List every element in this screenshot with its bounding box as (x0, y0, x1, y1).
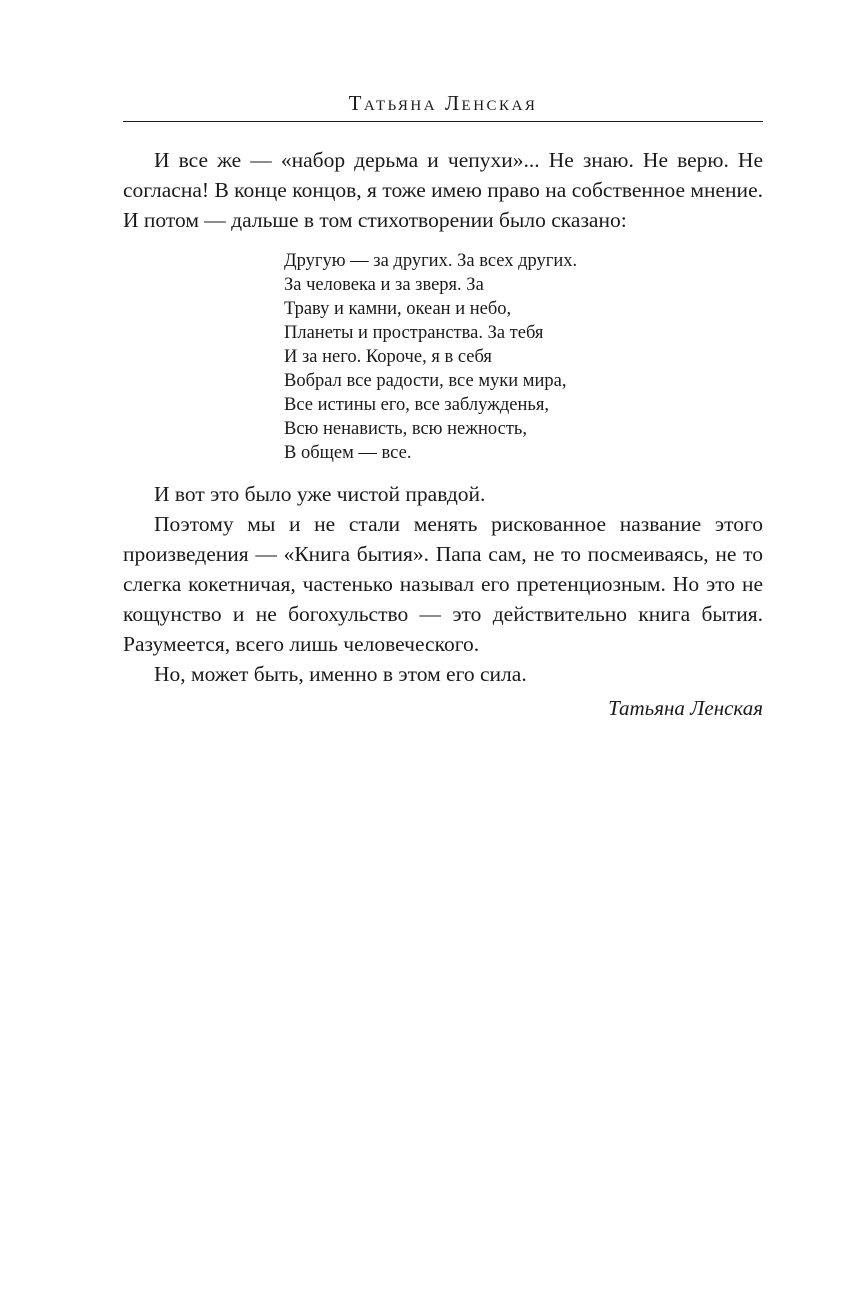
poem-line: Все истины его, все заблужденья, (284, 395, 549, 415)
poem-line: И за него. Короче, я в себя (284, 347, 492, 367)
author-signature: Татьяна Ленская (608, 696, 763, 720)
poem-line: Другую — за других. За всех других. (284, 251, 578, 271)
running-head: Татьяна Ленская (348, 91, 538, 115)
poem-line: Траву и камни, океан и небо, (284, 299, 512, 319)
paragraph: Но, может быть, именно в этом его сила. (154, 662, 527, 686)
poem-line: Планеты и пространства. За тебя (284, 323, 544, 343)
poem-line: Всю ненависть, всю нежность, (284, 419, 527, 439)
paragraph: Поэтому мы и не стали менять рискованное название этого произведения — «Книга бытия». Папа сам, не то посмеиваясь, не то слегка кокетничая, частенько называл его претенциозным. Но это не кощунство и не богохульство — это действительно книга бытия. Разумеется, всего лишь человеческого. (123, 512, 763, 656)
poem-line: За человека и за зверя. За (284, 275, 484, 295)
poem-line: Вобрал все радости, все муки мира, (284, 371, 567, 391)
poem-excerpt (284, 249, 763, 465)
paragraph: И вот это было уже чистой правдой. (154, 482, 486, 506)
body-text (123, 145, 763, 723)
poem-line: В общем — все. (284, 443, 412, 463)
intro-paragraph: И все же — «набор дерьма и чепухи»... Не знаю. Не верю. Не согласна! В конце концов, я тоже имею право на собственное мнение. И потом — дальше в том стихотворении было сказано: (123, 148, 763, 232)
header-divider (123, 121, 763, 122)
